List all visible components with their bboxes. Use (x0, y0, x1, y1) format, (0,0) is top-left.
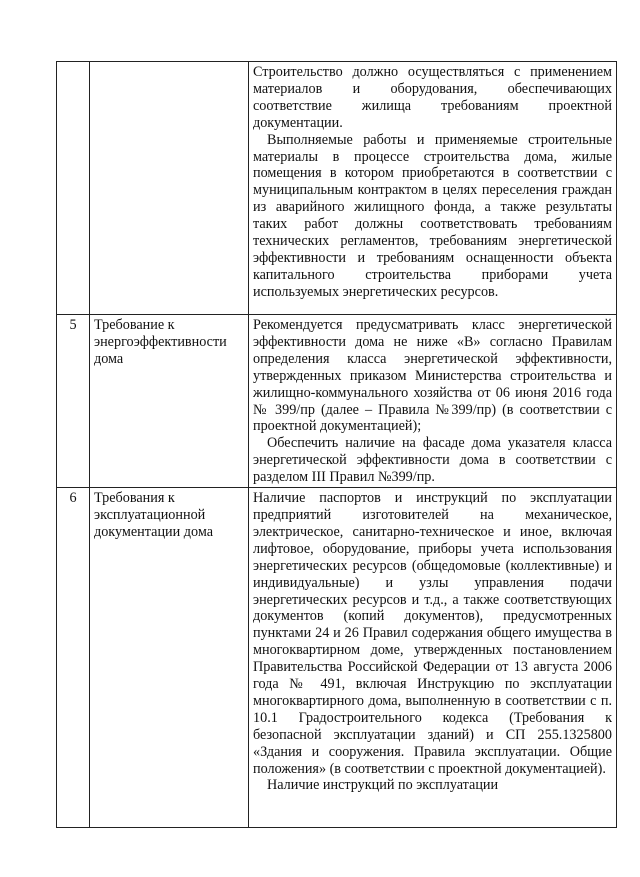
text-paragraph: Наличие паспортов и инструкций по эксплуатации предприятий изготовителей на механическое, электрическое, санитарно-техническое и иное, включая лифтовое, оборудование, приборы учета использования энергетических ресурсов (общедомовые (коллективные) и индивидуальные) и узлы управления подачи энергетических ресурсов и т.д., а также соответствующих документов (копий документов), предусмотренных пунктами 24 и 26 Правил содержания общего имущества в многоквартирном доме, утвержденных постановлением Правительства Российской Федерации от 13 августа 2006 года № 491, включая Инструкцию по эксплуатации многоквартирного дома, выполненную в соответствии с п. 10.1 Градостроительного кодекса (Требования к безопасной эксплуатации зданий) и СП 255.1325800 «Здания и сооружения. Правила эксплуатации. Общие положения» (в соответствии с проектной документацией). (253, 490, 612, 777)
text-paragraph: Рекомендуется предусматривать класс энергетической эффективности дома не ниже «В» согласно Правилам определения класса энергетической эффективности, утвержденных приказом Министерства строительства и жилищно-коммунального хозяйства от 06 июня 2016 года № 399/пр (далее – Правила №399/пр) (в соответствии с проектной документацией); (253, 317, 612, 435)
text-paragraph: Обеспечить наличие на фасаде дома указателя класса энергетической эффективности дома в соответствии с разделом III Правил №399/пр. (253, 435, 612, 486)
requirement-text (249, 62, 617, 315)
text-paragraph: Выполняемые работы и применяемые строительные материалы в процессе строительства дома, жилые помещения в котором приобретаются в соответствии с муниципальным контрактом в целях переселения граждан из аварийного жилищного фонда, а также результаты таких работ должны соответствовать требованиям технических регламентов, требованиям энергетической эффективности и требованиям оснащенности объекта капитального строительства приборами учета используемых энергетических ресурсов. (253, 131, 612, 300)
text-paragraph: Строительство должно осуществляться с применением материалов и оборудования, обеспечивающих соответствие жилища требованиям проектной документации. (253, 64, 612, 131)
row-number: 6 (57, 488, 90, 828)
table-row (57, 62, 617, 315)
table-row (57, 488, 617, 828)
requirement-name: Требование к энергоэффективности дома (90, 315, 249, 488)
row-number: 5 (57, 315, 90, 488)
requirement-name (90, 62, 249, 315)
table-row (57, 315, 617, 488)
text-paragraph: Наличие инструкций по эксплуатации (267, 777, 499, 794)
requirement-name: Требования к эксплуатационной документации дома (90, 488, 249, 828)
requirements-table (56, 61, 617, 828)
requirement-text (249, 315, 617, 488)
row-number (57, 62, 90, 315)
requirement-text (249, 488, 617, 828)
